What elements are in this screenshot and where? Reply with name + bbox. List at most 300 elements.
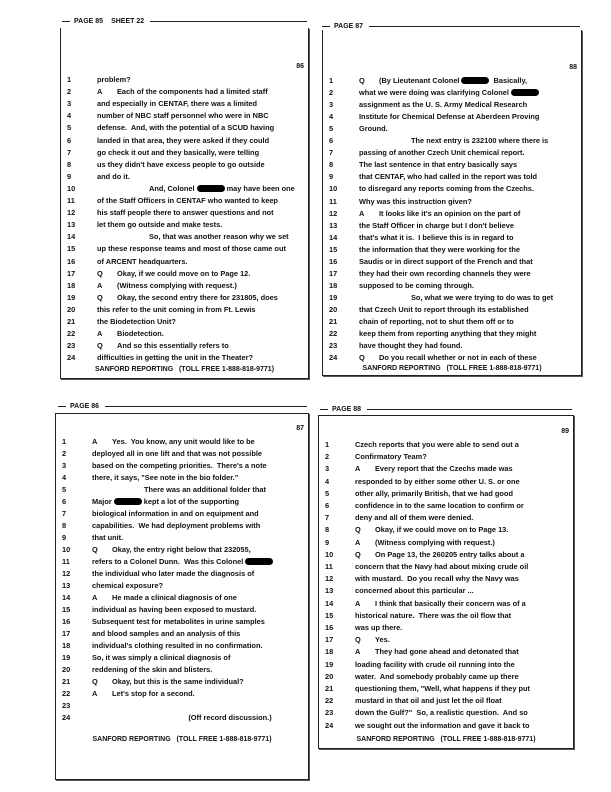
text-segment: let them go outside and make tests. — [97, 220, 223, 230]
transcript-line — [323, 353, 581, 362]
header-rule — [367, 409, 572, 410]
line-text — [359, 281, 474, 290]
transcript-line — [56, 533, 308, 542]
transcript-line — [319, 550, 573, 559]
line-text — [92, 461, 267, 470]
line-text — [359, 269, 531, 278]
line-number: 5 — [62, 485, 67, 494]
line-text — [359, 160, 517, 169]
line-number: 7 — [325, 513, 330, 523]
line-text — [97, 341, 229, 350]
line-number: 15 — [67, 244, 76, 254]
page-header-label: PAGE 86 — [70, 403, 100, 410]
line-number: 21 — [329, 317, 338, 326]
page-number: 86 — [296, 63, 304, 70]
line-number: 1 — [67, 75, 72, 84]
transcript-line — [323, 184, 581, 193]
line-text — [97, 232, 289, 241]
transcript-line — [323, 148, 581, 157]
text-segment: up these response teams and most of those came out — [97, 244, 286, 254]
text-segment: And so this essentially refers to — [117, 341, 229, 351]
text-segment: So, that was another reason why we set — [149, 232, 289, 242]
transcript-line — [56, 689, 308, 698]
transcript-line — [61, 136, 308, 145]
line-number: 6 — [329, 136, 334, 146]
text-segment: (Witness complying with request.) — [375, 537, 495, 547]
transcript-line — [56, 665, 308, 674]
page-header-label: PAGE 88 — [332, 406, 362, 413]
text-segment: mustard in that oil and just let the oil float — [355, 696, 502, 706]
line-number: 23 — [62, 701, 71, 710]
speaker-label: A — [359, 208, 365, 218]
text-segment: I think that basically their concern was of a — [375, 598, 526, 608]
line-number: 8 — [62, 521, 67, 530]
transcript-line — [56, 569, 308, 578]
transcript-line — [56, 557, 308, 566]
line-text — [92, 641, 263, 650]
line-number: 1 — [325, 440, 330, 449]
text-segment: Ground. — [359, 124, 388, 134]
text-segment: concern that the Navy had about mixing crude oil — [355, 562, 529, 571]
text-segment: Why was this instruction given? — [359, 196, 472, 206]
redaction-mark — [197, 185, 225, 192]
text-segment: with mustard. Do you recall why the Navy was — [355, 574, 519, 584]
text-segment: deny and all of them were denied. — [355, 513, 474, 523]
transcript-line — [323, 124, 581, 133]
line-number: 10 — [325, 549, 334, 559]
line-number: 3 — [325, 464, 330, 474]
line-text — [355, 538, 495, 547]
transcript-line — [56, 437, 308, 446]
transcript-line — [319, 477, 573, 486]
speaker-label: A — [97, 280, 103, 290]
transcript-page — [60, 28, 309, 379]
line-text — [359, 221, 514, 230]
transcript-line — [56, 497, 308, 506]
line-text — [97, 329, 164, 338]
transcript-line — [61, 123, 308, 132]
line-number: 7 — [329, 148, 334, 158]
line-number: 6 — [325, 501, 330, 510]
redaction-mark — [114, 498, 142, 505]
line-text — [355, 501, 524, 510]
text-segment: down the Gulf?" So, a realistic question. And so — [355, 708, 528, 718]
line-text — [355, 635, 390, 644]
text-segment: Basically, — [491, 76, 528, 85]
text-segment: (By Lieutenant Colonel — [379, 76, 460, 85]
text-segment: questioning them, "Well, what happens if they put — [355, 684, 531, 693]
header-rule — [58, 406, 66, 407]
text-segment: Let's stop for a second. — [112, 689, 195, 698]
line-text — [92, 521, 260, 530]
line-number: 7 — [62, 509, 67, 518]
line-text — [97, 257, 187, 266]
transcript-line — [61, 148, 308, 157]
transcript-line — [61, 281, 308, 290]
line-text — [92, 665, 212, 674]
line-number: 9 — [325, 537, 330, 547]
transcript-line — [61, 208, 308, 217]
text-segment: the Biodetection Unit? — [97, 317, 176, 326]
text-segment: Okay, the second entry there for 231805, does — [117, 292, 278, 302]
line-text — [97, 148, 259, 157]
line-number: 8 — [67, 159, 72, 169]
line-number: 12 — [325, 574, 334, 584]
line-text — [355, 660, 515, 669]
line-number: 4 — [67, 111, 72, 121]
line-text — [355, 599, 526, 608]
transcript-line — [323, 76, 581, 85]
text-segment: assignment as the U. S. Army Medical Research — [359, 100, 528, 110]
transcript-line — [319, 440, 573, 449]
text-segment: chemical exposure? — [92, 581, 164, 590]
transcript-line — [56, 521, 308, 530]
line-text — [97, 208, 274, 217]
speaker-label: Q — [92, 677, 98, 686]
line-text — [97, 281, 237, 290]
line-number: 13 — [325, 586, 334, 596]
redaction-mark — [245, 558, 273, 565]
line-text — [97, 220, 222, 229]
transcript-line — [61, 317, 308, 326]
speaker-label: Q — [359, 353, 365, 363]
line-text — [359, 341, 462, 350]
line-text — [92, 605, 256, 614]
line-text — [359, 197, 472, 206]
transcript-line — [323, 305, 581, 314]
line-text — [355, 440, 519, 449]
text-segment: historical nature. There was the oil flow that — [355, 610, 512, 620]
line-text — [359, 317, 514, 326]
transcript-line — [323, 209, 581, 218]
line-text — [359, 257, 533, 266]
text-segment: we sought out the information and gave it back to — [355, 720, 530, 730]
line-number: 8 — [329, 160, 334, 170]
text-segment: Do you recall whether or not in each of these — [379, 353, 537, 363]
text-segment: that's what it is. I believe this is in regard to — [359, 232, 514, 242]
transcript-line — [61, 87, 308, 96]
line-number: 18 — [62, 641, 71, 650]
line-text — [92, 545, 251, 554]
transcript-line — [61, 293, 308, 302]
text-segment: Institute for Chemical Defense at Aberdeen Proving — [359, 112, 540, 122]
transcript-line — [56, 545, 308, 554]
line-text — [92, 677, 244, 686]
line-text — [355, 489, 513, 498]
line-text — [97, 244, 286, 253]
line-number: 11 — [67, 196, 75, 205]
line-text — [359, 209, 520, 218]
text-segment: So, what we were trying to do was to get — [411, 292, 554, 302]
text-segment: reddening of the skin and blisters. — [92, 665, 213, 674]
line-text — [92, 569, 254, 578]
text-segment: water. And somebody probably came up there — [355, 671, 519, 681]
transcript-line — [323, 317, 581, 326]
transcript-line — [61, 196, 308, 205]
transcript-line — [319, 599, 573, 608]
text-segment: that Czech Unit to report through its established — [359, 304, 529, 314]
transcript-line — [56, 485, 308, 494]
page-header — [62, 18, 307, 25]
line-text — [355, 708, 528, 717]
page-header — [58, 403, 307, 410]
line-text — [97, 317, 176, 326]
text-segment: Biodetection. — [117, 329, 164, 339]
transcript-line — [323, 112, 581, 121]
line-number: 3 — [329, 100, 334, 110]
transcript-line — [323, 136, 581, 145]
header-rule — [150, 21, 307, 22]
speaker-label: Q — [97, 341, 103, 351]
transcript-line — [61, 111, 308, 120]
line-number: 13 — [62, 581, 71, 590]
transcript-line — [61, 353, 308, 362]
transcript-line — [56, 605, 308, 614]
transcript-line — [61, 184, 308, 193]
text-segment: his staff people there to answer questions and not — [97, 208, 274, 218]
transcript-line — [61, 305, 308, 314]
line-number: 18 — [67, 280, 76, 290]
line-text — [97, 269, 250, 278]
text-segment: supposed to be coming through. — [359, 280, 474, 290]
header-rule — [369, 26, 580, 27]
line-number: 10 — [62, 545, 71, 554]
text-segment: and blood samples and an analysis of this — [92, 629, 241, 638]
text-segment: of ARCENT headquarters. — [97, 256, 188, 266]
line-text — [97, 172, 130, 181]
line-number: 17 — [62, 629, 71, 638]
line-number: 19 — [62, 653, 71, 662]
speaker-label: A — [355, 598, 361, 608]
line-text — [359, 184, 534, 193]
speaker-label: A — [92, 437, 98, 446]
transcript-line — [61, 341, 308, 350]
line-number: 13 — [67, 220, 76, 230]
line-text — [97, 353, 253, 362]
line-text — [92, 653, 230, 662]
text-segment: confidence in to the same location to confirm or — [355, 501, 524, 510]
line-number: 6 — [67, 135, 72, 145]
line-text — [97, 87, 268, 96]
line-number: 9 — [329, 172, 334, 182]
transcript-line — [323, 197, 581, 206]
line-number: 4 — [329, 112, 334, 122]
speaker-label: A — [97, 87, 103, 97]
line-number: 13 — [329, 220, 338, 230]
transcript-line — [319, 501, 573, 510]
page-header — [322, 23, 580, 30]
text-segment: Yes. — [375, 635, 390, 645]
line-text — [355, 623, 402, 632]
line-number: 19 — [325, 659, 334, 669]
transcript-page — [318, 415, 574, 749]
text-segment: The last sentence in that entry basically says — [359, 160, 518, 170]
speaker-label: A — [92, 689, 98, 698]
line-number: 10 — [67, 183, 76, 193]
text-segment: that unit. — [92, 533, 124, 542]
line-text — [359, 353, 537, 362]
line-number: 1 — [62, 437, 67, 446]
text-segment: they had their own recording channels they were — [359, 268, 531, 278]
page-header-label: PAGE 85 — [74, 18, 104, 25]
line-number: 17 — [67, 268, 76, 278]
text-segment: individual as having been exposed to mustard. — [92, 605, 257, 614]
line-text — [359, 293, 553, 302]
transcript-line — [61, 244, 308, 253]
line-text — [359, 245, 520, 254]
text-segment: keep them from reporting anything that they might — [359, 329, 537, 339]
text-segment: the individual who later made the diagnosis of — [92, 569, 255, 578]
line-number: 12 — [67, 208, 76, 218]
text-segment: Yes. You know, any unit would like to be — [112, 437, 255, 446]
line-text — [97, 136, 269, 145]
transcript-line — [319, 513, 573, 522]
transcript-line — [319, 574, 573, 583]
speaker-label: Q — [97, 292, 103, 302]
line-number: 21 — [67, 317, 76, 326]
line-number: 10 — [329, 184, 338, 194]
transcript-line — [319, 696, 573, 705]
line-number: 16 — [325, 623, 334, 632]
line-number: 11 — [325, 562, 333, 571]
text-segment: that CENTAF, who had called in the report was told — [359, 172, 538, 182]
line-number: 1 — [329, 76, 334, 85]
transcript-line — [323, 172, 581, 181]
transcript-line — [323, 269, 581, 278]
reporter-footer: SANFORD REPORTING (TOLL FREE 1-888-818-9771) — [356, 736, 536, 743]
text-segment: of the Staff Officers in CENTAF who wanted to keep — [97, 196, 278, 205]
text-segment: us they didn't have excess people to go outside — [97, 159, 265, 169]
line-text — [92, 617, 265, 626]
text-segment: individual's clothing resulted in no confirmation. — [92, 641, 263, 650]
line-text — [359, 136, 548, 145]
transcript-line — [323, 257, 581, 266]
text-segment: biological information in and on equipment and — [92, 509, 259, 518]
line-number: 8 — [325, 525, 330, 535]
line-number: 20 — [329, 304, 338, 314]
line-text — [355, 684, 530, 693]
transcript-line — [56, 677, 308, 686]
line-number: 17 — [325, 635, 334, 645]
transcript-line — [319, 635, 573, 644]
line-number: 3 — [62, 461, 67, 470]
transcript-line — [61, 160, 308, 169]
transcript-line — [61, 99, 308, 108]
line-text — [92, 449, 262, 458]
line-text — [359, 172, 537, 181]
line-text — [92, 713, 308, 722]
text-segment: (Off record discussion.) — [188, 713, 272, 722]
redaction-mark — [511, 89, 539, 96]
line-text — [92, 485, 266, 494]
line-text — [97, 160, 265, 169]
text-segment: and do it. — [97, 171, 130, 181]
transcript-line — [56, 701, 308, 710]
transcript-page — [322, 30, 582, 376]
page-number: 87 — [296, 425, 304, 432]
transcript-line — [61, 172, 308, 181]
line-number: 24 — [62, 713, 71, 722]
line-number: 23 — [67, 341, 76, 351]
line-number: 11 — [62, 557, 70, 566]
line-number: 14 — [67, 232, 76, 242]
line-text — [92, 581, 163, 590]
transcript-line — [56, 449, 308, 458]
line-text — [92, 509, 259, 518]
line-text — [92, 689, 195, 698]
header-rule — [62, 21, 70, 22]
line-number: 2 — [329, 88, 334, 98]
text-segment: concerned about this particular ... — [355, 586, 474, 596]
line-number: 7 — [67, 147, 72, 157]
line-text — [359, 124, 388, 133]
line-text — [97, 184, 295, 193]
line-number: 16 — [67, 256, 76, 266]
line-text — [359, 305, 529, 314]
line-number: 23 — [329, 341, 338, 351]
line-number: 24 — [325, 720, 334, 730]
text-segment: have thought they had found. — [359, 341, 463, 351]
line-number: 2 — [325, 452, 330, 462]
line-text — [97, 305, 256, 314]
line-text — [359, 329, 536, 338]
line-number: 11 — [329, 196, 337, 206]
text-segment: It looks like it's an opinion on the part of — [379, 208, 521, 218]
text-segment: may have been one — [226, 183, 295, 193]
line-number: 3 — [67, 99, 72, 109]
line-number: 16 — [62, 617, 71, 626]
text-segment: number of NBC staff personnel who were in NBC — [97, 111, 269, 121]
line-text — [97, 123, 274, 132]
transcript-line — [319, 525, 573, 534]
line-number: 19 — [67, 292, 76, 302]
text-segment: Okay, but this is the same individual? — [112, 677, 244, 686]
text-segment: Subsequent test for metabolites in urine samples — [92, 617, 265, 626]
text-segment: deployed all in one lift and that was not possible — [92, 449, 263, 458]
page-number: 89 — [561, 428, 569, 435]
text-segment: Every report that the Czechs made was — [375, 464, 513, 474]
line-text — [92, 473, 238, 482]
transcript-line — [323, 160, 581, 169]
transcript-line — [323, 293, 581, 302]
line-text — [359, 88, 541, 97]
transcript-line — [319, 562, 573, 571]
line-text — [97, 111, 269, 120]
transcript-line — [61, 220, 308, 229]
line-number: 14 — [329, 232, 338, 242]
line-number: 22 — [62, 689, 71, 698]
line-number: 22 — [325, 696, 334, 706]
text-segment: capabilities. We had deployment problems with — [92, 521, 261, 530]
line-number: 17 — [329, 268, 338, 278]
line-number: 20 — [325, 671, 334, 681]
transcript-line — [323, 100, 581, 109]
transcript-line — [61, 75, 308, 84]
text-segment: to disregard any reports coming from the Czechs. — [359, 184, 534, 194]
line-number: 23 — [325, 708, 334, 718]
transcript-line — [323, 233, 581, 242]
line-number: 16 — [329, 256, 338, 266]
line-text — [355, 452, 427, 461]
speaker-label: A — [92, 593, 98, 602]
line-number: 14 — [62, 593, 71, 602]
text-segment: He made a clinical diagnosis of one — [112, 593, 237, 602]
line-number: 15 — [325, 610, 334, 620]
line-text — [355, 525, 508, 534]
transcript-line — [319, 489, 573, 498]
transcript-line — [56, 581, 308, 590]
line-text — [355, 464, 513, 473]
